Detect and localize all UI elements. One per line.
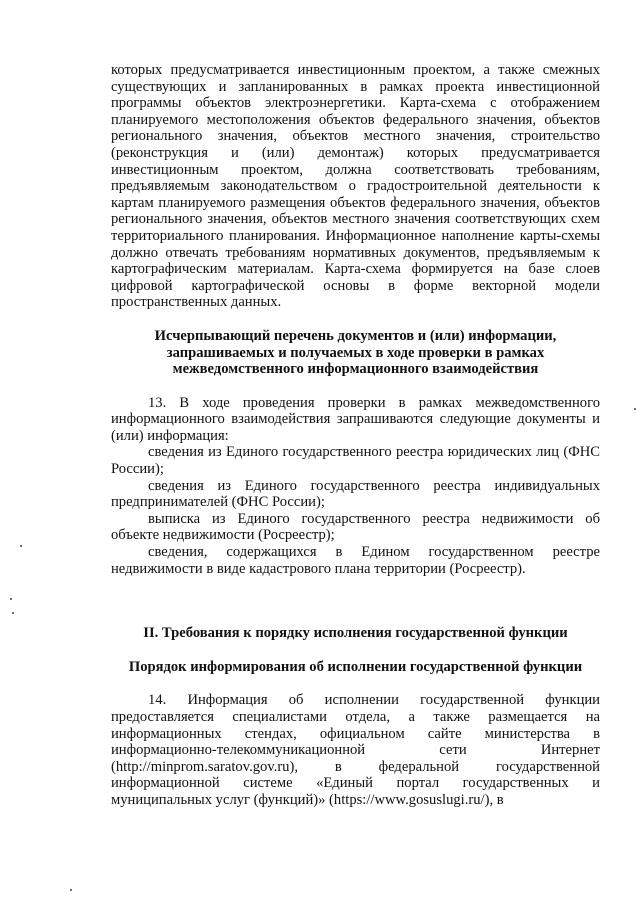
heading-documents-list bbox=[111, 328, 600, 378]
list-item-cadastral-plan: сведения, содержащихся в Едином государственном реестре недвижимости в виде кадастрового плана территории (Росреестр). bbox=[111, 544, 600, 577]
document-page bbox=[111, 62, 600, 809]
scan-speck bbox=[634, 408, 636, 410]
list-item-entrepreneurs: сведения из Единого государственного реестра индивидуальных предпринимателей (ФНС России); bbox=[111, 477, 600, 511]
scan-speck bbox=[70, 889, 72, 891]
scan-speck bbox=[10, 598, 12, 600]
paragraph-14: 14. Информация об исполнении государственной функции предоставляется специалистами отдела, а также размещается на информационных стендах, официальном сайте министерства в информационно-телекоммуникационной сети Интернет (http://minprom.saratov.gov.ru), в федеральной государственной информационной системе «Единый портал государственных и муниципальных услуг (функций)» (https://www.gosuslugi.ru/), в bbox=[111, 692, 600, 808]
paragraph-intro: которых предусматривается инвестиционным проектом, а также смежных существующих и запланированных в рамках проекта инвестиционной программы объектов электроэнергетики. Карта-схема с отображением планируемого местоположения объектов федерального значения, объектов регионального значения, объектов местного значения, строительство (реконструкция и (или) демонтаж) которых предусматривается инвестиционным проектом, должна соответствовать требованиям, предъявляемым законодательством о градостроительной деятельности к картам планируемого размещения объектов федерального значения, объектов регионального значения, объектов местного значения соответствующих схем территориального планирования. Информационное наполнение карты-схемы должно отвечать требованиям нормативных документов, предъявляемым к картографическим материалам. Карта-схема формируется на базе слоев цифровой картографической основы в форме векторной модели пространственных данных. bbox=[111, 62, 600, 311]
section-heading-2: II. Требования к порядку исполнения государственной функции bbox=[143, 625, 568, 642]
heading-informing-procedure: Порядок информирования об исполнении государственной функции bbox=[128, 658, 583, 675]
list-item-legal-entities: сведения из Единого государственного реестра юридических лиц (ФНС России); bbox=[111, 444, 600, 478]
heading-documents-line-1: Исчерпывающий перечень документов и (или) информации, bbox=[154, 327, 557, 344]
scan-speck bbox=[20, 545, 22, 547]
paragraph-13: 13. В ходе проведения проверки в рамках межведомственного информационного взаимодействия запрашиваются следующие документы и (или) информация: bbox=[111, 394, 600, 444]
heading-documents-line-2: запрашиваемых и получаемых в ходе проверки в рамках bbox=[166, 344, 545, 361]
scan-speck bbox=[12, 612, 14, 614]
list-item-real-estate-extract: выписка из Единого государственного реестра недвижимости об объекте недвижимости (Росреестр); bbox=[111, 510, 600, 544]
heading-documents-line-3: межведомственного информационного взаимодействия bbox=[172, 361, 539, 378]
